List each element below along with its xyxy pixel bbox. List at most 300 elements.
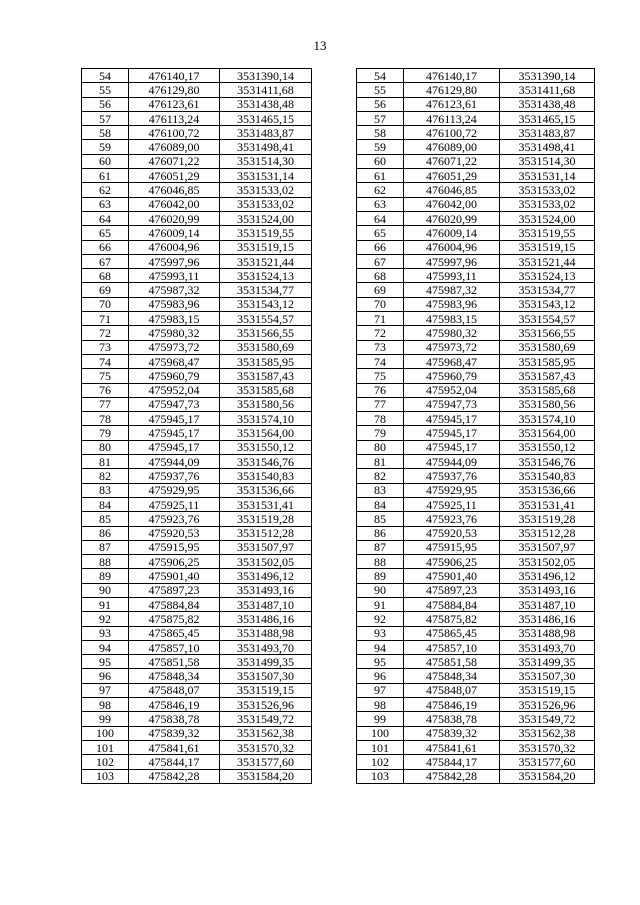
column-separator [312,412,357,426]
left-y-coordinate-cell: 3531493,70 [220,640,312,654]
column-separator [312,683,357,697]
right-point-number-cell: 59 [357,140,404,154]
right-y-coordinate-cell: 3531487,10 [500,597,595,611]
table-row [82,612,595,626]
right-point-number-cell: 99 [357,712,404,726]
right-x-coordinate-cell: 475920,53 [404,526,500,540]
right-x-coordinate-cell: 475844,17 [404,755,500,769]
left-x-coordinate-cell: 475901,40 [129,569,220,583]
left-y-coordinate-cell: 3531584,20 [220,769,312,783]
right-x-coordinate-cell: 475857,10 [404,640,500,654]
right-point-number-cell: 84 [357,497,404,511]
left-y-coordinate-cell: 3531533,02 [220,197,312,211]
right-x-coordinate-cell: 476051,29 [404,169,500,183]
right-point-number-cell: 57 [357,111,404,125]
left-y-coordinate-cell: 3531526,96 [220,698,312,712]
left-point-number-cell: 75 [82,369,129,383]
column-separator [312,583,357,597]
column-separator [312,426,357,440]
table-row [82,440,595,454]
left-y-coordinate-cell: 3531543,12 [220,297,312,311]
right-x-coordinate-cell: 475838,78 [404,712,500,726]
left-point-number-cell: 85 [82,512,129,526]
column-separator [312,397,357,411]
left-y-coordinate-cell: 3531524,00 [220,211,312,225]
table-row [82,655,595,669]
right-y-coordinate-cell: 3531585,95 [500,354,595,368]
left-point-number-cell: 80 [82,440,129,454]
right-point-number-cell: 71 [357,312,404,326]
table-row [82,640,595,654]
right-x-coordinate-cell: 475944,09 [404,455,500,469]
right-point-number-cell: 72 [357,326,404,340]
left-y-coordinate-cell: 3531570,32 [220,740,312,754]
left-y-coordinate-cell: 3531549,72 [220,712,312,726]
right-y-coordinate-cell: 3531543,12 [500,297,595,311]
right-point-number-cell: 95 [357,655,404,669]
right-point-number-cell: 83 [357,483,404,497]
right-x-coordinate-cell: 475993,11 [404,269,500,283]
right-point-number-cell: 102 [357,755,404,769]
right-point-number-cell: 97 [357,683,404,697]
right-y-coordinate-cell: 3531584,20 [500,769,595,783]
right-y-coordinate-cell: 3531540,83 [500,469,595,483]
left-x-coordinate-cell: 475848,34 [129,669,220,683]
left-x-coordinate-cell: 475851,58 [129,655,220,669]
left-x-coordinate-cell: 476009,14 [129,226,220,240]
column-separator [312,555,357,569]
left-point-number-cell: 98 [82,698,129,712]
left-point-number-cell: 93 [82,626,129,640]
left-x-coordinate-cell: 475929,95 [129,483,220,497]
table-row [82,297,595,311]
right-point-number-cell: 62 [357,183,404,197]
left-x-coordinate-cell: 476046,85 [129,183,220,197]
left-x-coordinate-cell: 476071,22 [129,154,220,168]
right-point-number-cell: 90 [357,583,404,597]
left-x-coordinate-cell: 476004,96 [129,240,220,254]
column-separator [312,640,357,654]
right-y-coordinate-cell: 3531577,60 [500,755,595,769]
right-x-coordinate-cell: 475848,07 [404,683,500,697]
right-point-number-cell: 96 [357,669,404,683]
right-point-number-cell: 92 [357,612,404,626]
left-point-number-cell: 62 [82,183,129,197]
left-y-coordinate-cell: 3531577,60 [220,755,312,769]
left-y-coordinate-cell: 3531540,83 [220,469,312,483]
left-point-number-cell: 66 [82,240,129,254]
right-y-coordinate-cell: 3531498,41 [500,140,595,154]
table-row [82,755,595,769]
left-y-coordinate-cell: 3531585,95 [220,354,312,368]
right-y-coordinate-cell: 3531438,48 [500,97,595,111]
left-point-number-cell: 60 [82,154,129,168]
right-y-coordinate-cell: 3531496,12 [500,569,595,583]
table-row [82,312,595,326]
right-x-coordinate-cell: 475839,32 [404,726,500,740]
right-y-coordinate-cell: 3531534,77 [500,283,595,297]
left-y-coordinate-cell: 3531564,00 [220,426,312,440]
right-point-number-cell: 91 [357,597,404,611]
right-y-coordinate-cell: 3531519,15 [500,240,595,254]
right-point-number-cell: 76 [357,383,404,397]
left-point-number-cell: 102 [82,755,129,769]
left-y-coordinate-cell: 3531566,55 [220,326,312,340]
right-point-number-cell: 73 [357,340,404,354]
left-x-coordinate-cell: 475844,17 [129,755,220,769]
column-separator [312,383,357,397]
right-x-coordinate-cell: 476042,00 [404,197,500,211]
table-row [82,483,595,497]
table-row [82,469,595,483]
right-point-number-cell: 70 [357,297,404,311]
column-separator [312,169,357,183]
left-x-coordinate-cell: 475987,32 [129,283,220,297]
right-point-number-cell: 88 [357,555,404,569]
table-row [82,169,595,183]
column-separator [312,283,357,297]
right-y-coordinate-cell: 3531514,30 [500,154,595,168]
column-separator [312,512,357,526]
column-separator [312,497,357,511]
column-separator [312,740,357,754]
left-x-coordinate-cell: 475947,73 [129,397,220,411]
left-y-coordinate-cell: 3531502,05 [220,555,312,569]
left-x-coordinate-cell: 475920,53 [129,526,220,540]
right-y-coordinate-cell: 3531564,00 [500,426,595,440]
column-separator [312,312,357,326]
left-y-coordinate-cell: 3531483,87 [220,126,312,140]
column-separator [312,354,357,368]
right-point-number-cell: 77 [357,397,404,411]
left-point-number-cell: 67 [82,254,129,268]
table-row [82,126,595,140]
column-separator [312,440,357,454]
left-point-number-cell: 55 [82,83,129,97]
right-x-coordinate-cell: 475960,79 [404,369,500,383]
table-row [82,254,595,268]
right-y-coordinate-cell: 3531488,98 [500,626,595,640]
right-y-coordinate-cell: 3531546,76 [500,455,595,469]
right-x-coordinate-cell: 475848,34 [404,669,500,683]
right-x-coordinate-cell: 476009,14 [404,226,500,240]
table-row [82,769,595,783]
right-point-number-cell: 64 [357,211,404,225]
right-point-number-cell: 87 [357,540,404,554]
left-x-coordinate-cell: 475973,72 [129,340,220,354]
left-y-coordinate-cell: 3531496,12 [220,569,312,583]
right-x-coordinate-cell: 476004,96 [404,240,500,254]
left-y-coordinate-cell: 3531533,02 [220,183,312,197]
right-point-number-cell: 55 [357,83,404,97]
right-x-coordinate-cell: 475901,40 [404,569,500,583]
left-x-coordinate-cell: 475952,04 [129,383,220,397]
left-x-coordinate-cell: 476100,72 [129,126,220,140]
left-x-coordinate-cell: 475980,32 [129,326,220,340]
column-separator [312,254,357,268]
column-separator [312,183,357,197]
right-y-coordinate-cell: 3531411,68 [500,83,595,97]
left-point-number-cell: 94 [82,640,129,654]
table-row [82,383,595,397]
column-separator [312,269,357,283]
right-y-coordinate-cell: 3531465,15 [500,111,595,125]
right-point-number-cell: 68 [357,269,404,283]
table-row [82,526,595,540]
right-y-coordinate-cell: 3531524,13 [500,269,595,283]
right-y-coordinate-cell: 3531502,05 [500,555,595,569]
left-y-coordinate-cell: 3531411,68 [220,83,312,97]
left-point-number-cell: 88 [82,555,129,569]
table-row [82,726,595,740]
left-x-coordinate-cell: 475846,19 [129,698,220,712]
left-point-number-cell: 68 [82,269,129,283]
right-x-coordinate-cell: 475968,47 [404,354,500,368]
right-x-coordinate-cell: 476089,00 [404,140,500,154]
left-point-number-cell: 76 [82,383,129,397]
left-point-number-cell: 61 [82,169,129,183]
table-row [82,569,595,583]
right-y-coordinate-cell: 3531580,69 [500,340,595,354]
left-point-number-cell: 83 [82,483,129,497]
left-x-coordinate-cell: 475937,76 [129,469,220,483]
left-x-coordinate-cell: 475841,61 [129,740,220,754]
column-separator [312,669,357,683]
table-row [82,340,595,354]
table-row [82,269,595,283]
right-x-coordinate-cell: 475973,72 [404,340,500,354]
left-point-number-cell: 86 [82,526,129,540]
column-separator [312,769,357,783]
left-point-number-cell: 77 [82,397,129,411]
left-point-number-cell: 100 [82,726,129,740]
column-separator [312,626,357,640]
left-point-number-cell: 79 [82,426,129,440]
left-y-coordinate-cell: 3531550,12 [220,440,312,454]
right-y-coordinate-cell: 3531587,43 [500,369,595,383]
right-y-coordinate-cell: 3531519,15 [500,683,595,697]
left-x-coordinate-cell: 475945,17 [129,412,220,426]
table-row [82,240,595,254]
right-x-coordinate-cell: 475997,96 [404,254,500,268]
right-x-coordinate-cell: 476046,85 [404,183,500,197]
right-x-coordinate-cell: 475929,95 [404,483,500,497]
column-separator [312,140,357,154]
table-row [82,740,595,754]
right-y-coordinate-cell: 3531519,28 [500,512,595,526]
left-y-coordinate-cell: 3531519,55 [220,226,312,240]
left-point-number-cell: 73 [82,340,129,354]
table-row [82,426,595,440]
right-x-coordinate-cell: 476123,61 [404,97,500,111]
left-point-number-cell: 74 [82,354,129,368]
left-x-coordinate-cell: 475923,76 [129,512,220,526]
right-y-coordinate-cell: 3531507,30 [500,669,595,683]
left-y-coordinate-cell: 3531465,15 [220,111,312,125]
left-x-coordinate-cell: 475875,82 [129,612,220,626]
column-separator [312,97,357,111]
right-y-coordinate-cell: 3531499,35 [500,655,595,669]
left-y-coordinate-cell: 3531519,28 [220,512,312,526]
right-point-number-cell: 93 [357,626,404,640]
left-point-number-cell: 59 [82,140,129,154]
right-x-coordinate-cell: 475846,19 [404,698,500,712]
right-x-coordinate-cell: 475937,76 [404,469,500,483]
left-point-number-cell: 84 [82,497,129,511]
table-row [82,154,595,168]
left-x-coordinate-cell: 475960,79 [129,369,220,383]
table-row [82,597,595,611]
right-y-coordinate-cell: 3531562,38 [500,726,595,740]
right-point-number-cell: 61 [357,169,404,183]
column-separator [312,597,357,611]
right-x-coordinate-cell: 476129,80 [404,83,500,97]
table-row [82,455,595,469]
table-row [82,211,595,225]
left-point-number-cell: 92 [82,612,129,626]
left-x-coordinate-cell: 476020,99 [129,211,220,225]
right-x-coordinate-cell: 476100,72 [404,126,500,140]
table-row [82,226,595,240]
left-x-coordinate-cell: 475915,95 [129,540,220,554]
right-point-number-cell: 74 [357,354,404,368]
right-x-coordinate-cell: 476113,24 [404,111,500,125]
left-y-coordinate-cell: 3531554,57 [220,312,312,326]
right-y-coordinate-cell: 3531554,57 [500,312,595,326]
left-y-coordinate-cell: 3531562,38 [220,726,312,740]
column-separator [312,83,357,97]
left-point-number-cell: 70 [82,297,129,311]
right-point-number-cell: 75 [357,369,404,383]
table-row [82,140,595,154]
column-separator [312,69,357,83]
left-x-coordinate-cell: 475983,96 [129,297,220,311]
right-point-number-cell: 81 [357,455,404,469]
left-x-coordinate-cell: 475906,25 [129,555,220,569]
column-separator [312,469,357,483]
right-x-coordinate-cell: 475945,17 [404,426,500,440]
table-row [82,626,595,640]
left-point-number-cell: 63 [82,197,129,211]
column-separator [312,326,357,340]
column-separator [312,226,357,240]
table-row [82,512,595,526]
right-point-number-cell: 85 [357,512,404,526]
right-point-number-cell: 60 [357,154,404,168]
table-row [82,97,595,111]
left-x-coordinate-cell: 475997,96 [129,254,220,268]
left-x-coordinate-cell: 476129,80 [129,83,220,97]
left-x-coordinate-cell: 475983,15 [129,312,220,326]
column-separator [312,369,357,383]
right-y-coordinate-cell: 3531507,97 [500,540,595,554]
right-y-coordinate-cell: 3531531,41 [500,497,595,511]
table-row [82,283,595,297]
right-point-number-cell: 86 [357,526,404,540]
right-point-number-cell: 82 [357,469,404,483]
right-y-coordinate-cell: 3531533,02 [500,183,595,197]
table-row [82,83,595,97]
column-separator [312,240,357,254]
table-row [82,698,595,712]
column-separator [312,726,357,740]
right-x-coordinate-cell: 475906,25 [404,555,500,569]
right-point-number-cell: 67 [357,254,404,268]
left-y-coordinate-cell: 3531493,16 [220,583,312,597]
left-y-coordinate-cell: 3531519,15 [220,240,312,254]
column-separator [312,455,357,469]
right-point-number-cell: 54 [357,69,404,83]
right-y-coordinate-cell: 3531524,00 [500,211,595,225]
right-y-coordinate-cell: 3531574,10 [500,412,595,426]
column-separator [312,197,357,211]
right-point-number-cell: 100 [357,726,404,740]
right-x-coordinate-cell: 475897,23 [404,583,500,597]
left-y-coordinate-cell: 3531524,13 [220,269,312,283]
right-x-coordinate-cell: 476020,99 [404,211,500,225]
left-y-coordinate-cell: 3531487,10 [220,597,312,611]
table-row [82,412,595,426]
right-point-number-cell: 69 [357,283,404,297]
table-row [82,683,595,697]
left-y-coordinate-cell: 3531390,14 [220,69,312,83]
column-separator [312,211,357,225]
right-point-number-cell: 89 [357,569,404,583]
left-point-number-cell: 78 [82,412,129,426]
left-y-coordinate-cell: 3531507,30 [220,669,312,683]
left-x-coordinate-cell: 475993,11 [129,269,220,283]
left-point-number-cell: 54 [82,69,129,83]
right-point-number-cell: 101 [357,740,404,754]
right-point-number-cell: 63 [357,197,404,211]
left-x-coordinate-cell: 475838,78 [129,712,220,726]
left-point-number-cell: 72 [82,326,129,340]
left-point-number-cell: 81 [82,455,129,469]
left-point-number-cell: 64 [82,211,129,225]
left-point-number-cell: 69 [82,283,129,297]
left-x-coordinate-cell: 475842,28 [129,769,220,783]
right-y-coordinate-cell: 3531483,87 [500,126,595,140]
left-y-coordinate-cell: 3531486,16 [220,612,312,626]
left-point-number-cell: 87 [82,540,129,554]
table-row [82,197,595,211]
right-point-number-cell: 103 [357,769,404,783]
right-x-coordinate-cell: 475865,45 [404,626,500,640]
right-x-coordinate-cell: 475983,15 [404,312,500,326]
left-point-number-cell: 65 [82,226,129,240]
column-separator [312,154,357,168]
table-row [82,540,595,554]
left-point-number-cell: 71 [82,312,129,326]
left-x-coordinate-cell: 476089,00 [129,140,220,154]
column-separator [312,698,357,712]
right-y-coordinate-cell: 3531533,02 [500,197,595,211]
right-point-number-cell: 56 [357,97,404,111]
table-row [82,326,595,340]
left-x-coordinate-cell: 475945,17 [129,440,220,454]
left-y-coordinate-cell: 3531531,41 [220,497,312,511]
page-number: 13 [313,38,327,53]
right-x-coordinate-cell: 475875,82 [404,612,500,626]
left-y-coordinate-cell: 3531546,76 [220,455,312,469]
left-x-coordinate-cell: 475968,47 [129,354,220,368]
left-point-number-cell: 56 [82,97,129,111]
column-separator [312,340,357,354]
right-y-coordinate-cell: 3531549,72 [500,712,595,726]
left-x-coordinate-cell: 476051,29 [129,169,220,183]
right-y-coordinate-cell: 3531493,16 [500,583,595,597]
right-y-coordinate-cell: 3531519,55 [500,226,595,240]
